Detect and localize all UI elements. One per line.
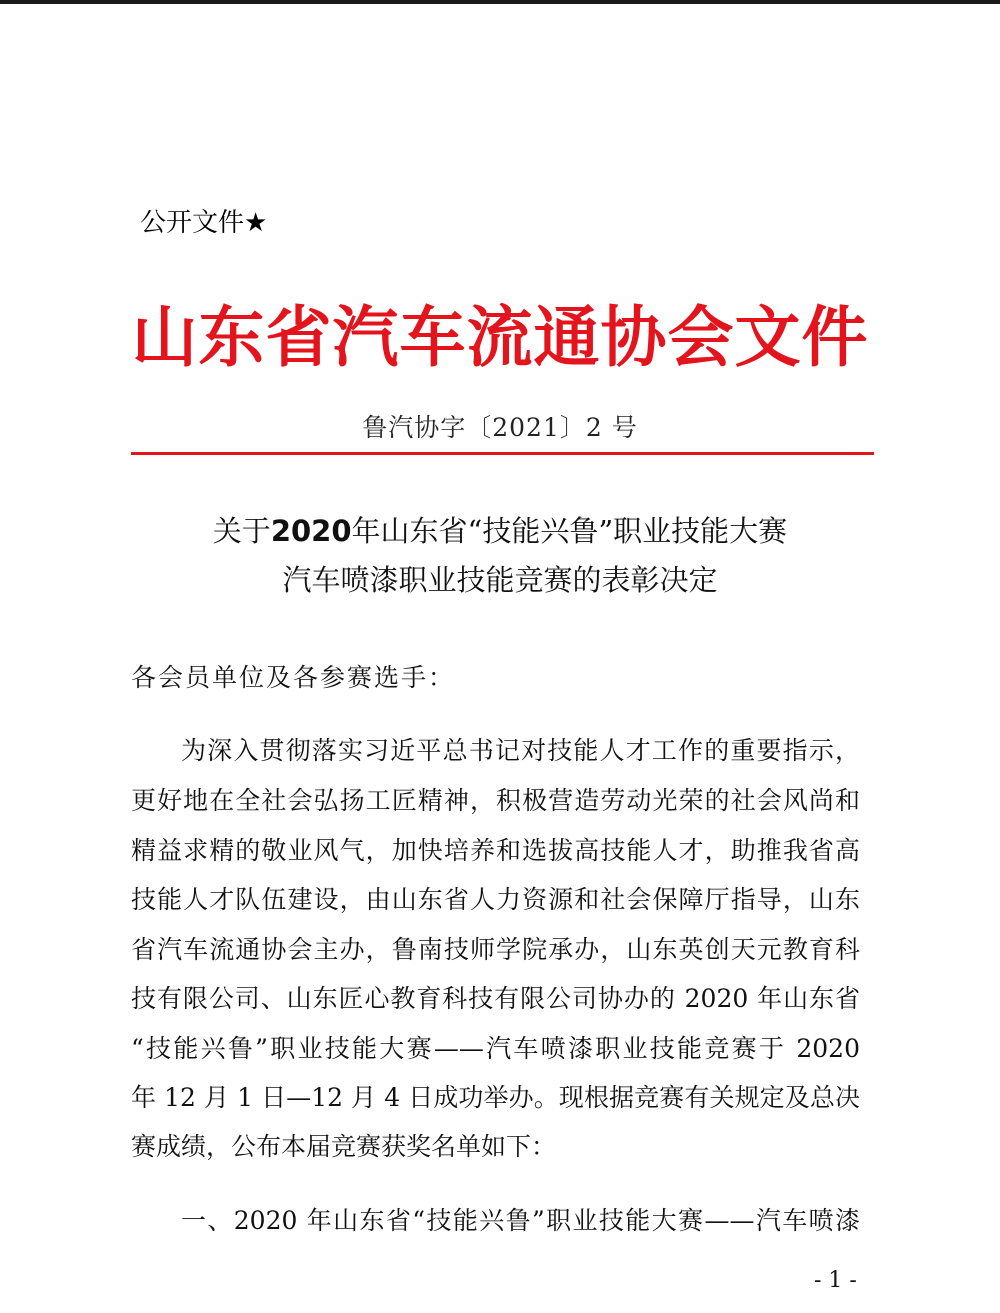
salutation: 各会员单位及各参赛选手： [131,663,456,692]
body-paragraph-line: 省汽车流通协会主办，鲁南技师学院承办，山东英创天元教育科 [131,935,860,964]
body-paragraph-line: 技有限公司、山东匠心教育科技有限公司协办的 2020 年山东省 [131,984,860,1013]
body-paragraph-line: “技能兴鲁”职业技能大赛——汽车喷漆职业技能竞赛于 2020 [131,1034,860,1063]
subject-line-2: 汽车喷漆职业技能竞赛的表彰决定 [282,563,718,597]
public-document-mark: 公开文件★ [140,208,268,238]
body-paragraph-line: 赛成绩，公布本届竞赛获奖名单如下： [131,1132,557,1161]
subject-line-1 [0,511,1000,551]
body-paragraph-line: 精益求精的敬业风气，加快培养和选拔高技能人才，助推我省高 [131,836,860,865]
org-document-title: 山东省汽车流通协会文件 [131,299,869,376]
subject-line-1-year: 2020 [270,514,352,548]
red-divider-line [131,452,874,455]
section-heading: 一、2020 年山东省“技能兴鲁”职业技能大赛——汽车喷漆 [181,1206,860,1235]
subject-line-1-post: 年山东省“技能兴鲁”职业技能大赛 [351,514,788,548]
body-paragraph-line: 为深入贯彻落实习近平总书记对技能人才工作的重要指示， [181,736,860,765]
subject-line-1-pre: 关于 [212,514,271,548]
body-paragraph-line: 技能人才队伍建设，由山东省人力资源和社会保障厅指导，山东 [131,885,860,914]
page-number: - 1 - [814,1268,857,1293]
body-paragraph-line: 年 12 月 1 日—12 月 4 日成功举办。现根据竞赛有关规定及总决 [131,1083,860,1112]
top-border [0,0,1000,4]
document-number: 鲁汽协字〔2021〕2 号 [362,413,638,442]
body-paragraph-line: 更好地在全社会弘扬工匠精神，积极营造劳动光荣的社会风尚和 [131,786,860,815]
